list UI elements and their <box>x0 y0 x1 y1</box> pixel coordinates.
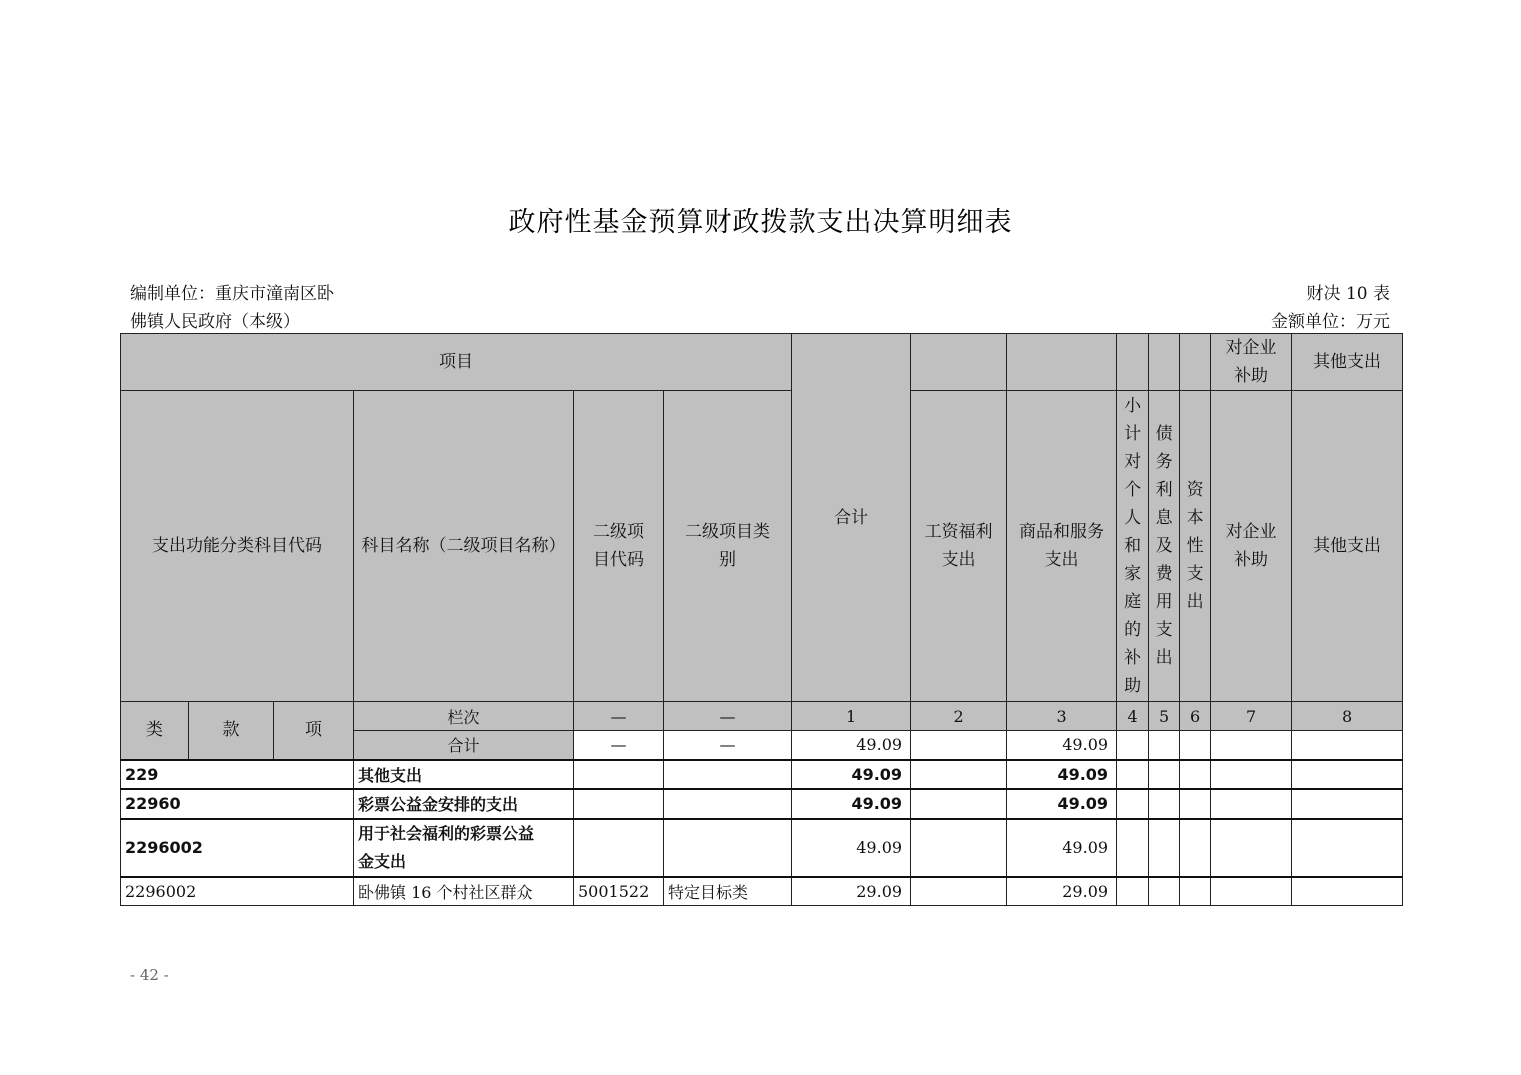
header-other-top: 其他支出 <box>1292 334 1403 391</box>
header-blank-capital <box>1180 334 1211 391</box>
row-name: 彩票公益金安排的支出 <box>354 789 574 819</box>
row-total: 49.09 <box>792 819 911 877</box>
table-row <box>121 819 1403 877</box>
column-index-2: 2 <box>911 702 1007 731</box>
row-total: 49.09 <box>792 760 911 789</box>
row-goods: 49.09 <box>1007 789 1117 819</box>
expenditure-detail-table <box>120 333 1403 906</box>
row-lvl2-type: 特定目标类 <box>664 877 792 906</box>
row-goods: 49.09 <box>1007 819 1117 877</box>
column-index-6: 6 <box>1180 702 1211 731</box>
column-index-7: 7 <box>1211 702 1292 731</box>
row-code: 22960 <box>121 789 354 819</box>
column-index-8: 8 <box>1292 702 1403 731</box>
header-enterprise-subsidy-top: 对企业补助 <box>1211 334 1292 391</box>
total-row-dash-1: — <box>574 731 664 760</box>
header-wages: 工资福利支出 <box>911 391 1007 702</box>
header-project: 项目 <box>121 334 792 391</box>
header-blank-personal <box>1117 334 1149 391</box>
total-row-total: 49.09 <box>792 731 911 760</box>
header-enterprise-subsidy: 对企业补助 <box>1211 391 1292 702</box>
row-goods: 29.09 <box>1007 877 1117 906</box>
row-total: 49.09 <box>792 789 911 819</box>
total-row-dash-2: — <box>664 731 792 760</box>
row-name: 卧佛镇 16 个村社区群众 <box>354 877 574 906</box>
header-blank-goods <box>1007 334 1117 391</box>
header-func-code: 支出功能分类科目代码 <box>121 391 354 702</box>
column-index-dash-1: — <box>574 702 664 731</box>
total-row-goods: 49.09 <box>1007 731 1117 760</box>
column-index-label: 栏次 <box>354 702 574 731</box>
page-title: 政府性基金预算财政拨款支出决算明细表 <box>508 207 1013 238</box>
compiling-unit-line2: 佛镇人民政府（本级） <box>130 312 300 332</box>
row-code: 229 <box>121 760 354 789</box>
header-subject-name: 科目名称（二级项目名称） <box>354 391 574 702</box>
header-personal-subtotal: 小 计 对 个 人 和 家 庭 的 补 助 <box>1117 391 1149 702</box>
header-lvl2-type: 二级项目类别 <box>664 391 792 702</box>
amount-unit: 金额单位：万元 <box>1271 312 1390 332</box>
row-lvl2-code: 5001522 <box>574 877 664 906</box>
column-index-4: 4 <box>1117 702 1149 731</box>
header-lei: 类 <box>121 702 189 760</box>
row-goods: 49.09 <box>1007 760 1117 789</box>
column-index-5: 5 <box>1149 702 1180 731</box>
header-blank-debt <box>1149 334 1180 391</box>
row-code: 2296002 <box>121 877 354 906</box>
row-name: 其他支出 <box>354 760 574 789</box>
header-lvl2-code: 二级项目代码 <box>574 391 664 702</box>
column-index-1: 1 <box>792 702 911 731</box>
row-total: 29.09 <box>792 877 911 906</box>
header-debt-interest: 债 务 利 息 及 费 用 支 出 <box>1149 391 1180 702</box>
form-number: 财决 10 表 <box>1306 284 1390 304</box>
table-row <box>121 877 1403 906</box>
page-number: - 42 - <box>130 966 169 984</box>
table-row <box>121 789 1403 819</box>
header-other: 其他支出 <box>1292 391 1403 702</box>
header-capital: 资 本 性 支 出 <box>1180 391 1211 702</box>
table-row <box>121 760 1403 789</box>
header-total: 合计 <box>792 334 911 702</box>
header-kuan: 款 <box>189 702 274 760</box>
row-code: 2296002 <box>121 819 354 877</box>
column-index-3: 3 <box>1007 702 1117 731</box>
compiling-unit-line1: 编制单位：重庆市潼南区卧 <box>130 284 334 304</box>
header-xiang: 项 <box>274 702 354 760</box>
row-name: 用于社会福利的彩票公益金支出 <box>354 819 574 877</box>
column-index-dash-2: — <box>664 702 792 731</box>
total-row-wages <box>911 731 1007 760</box>
header-goods: 商品和服务支出 <box>1007 391 1117 702</box>
total-row-label: 合计 <box>354 731 574 760</box>
header-blank-wages <box>911 334 1007 391</box>
